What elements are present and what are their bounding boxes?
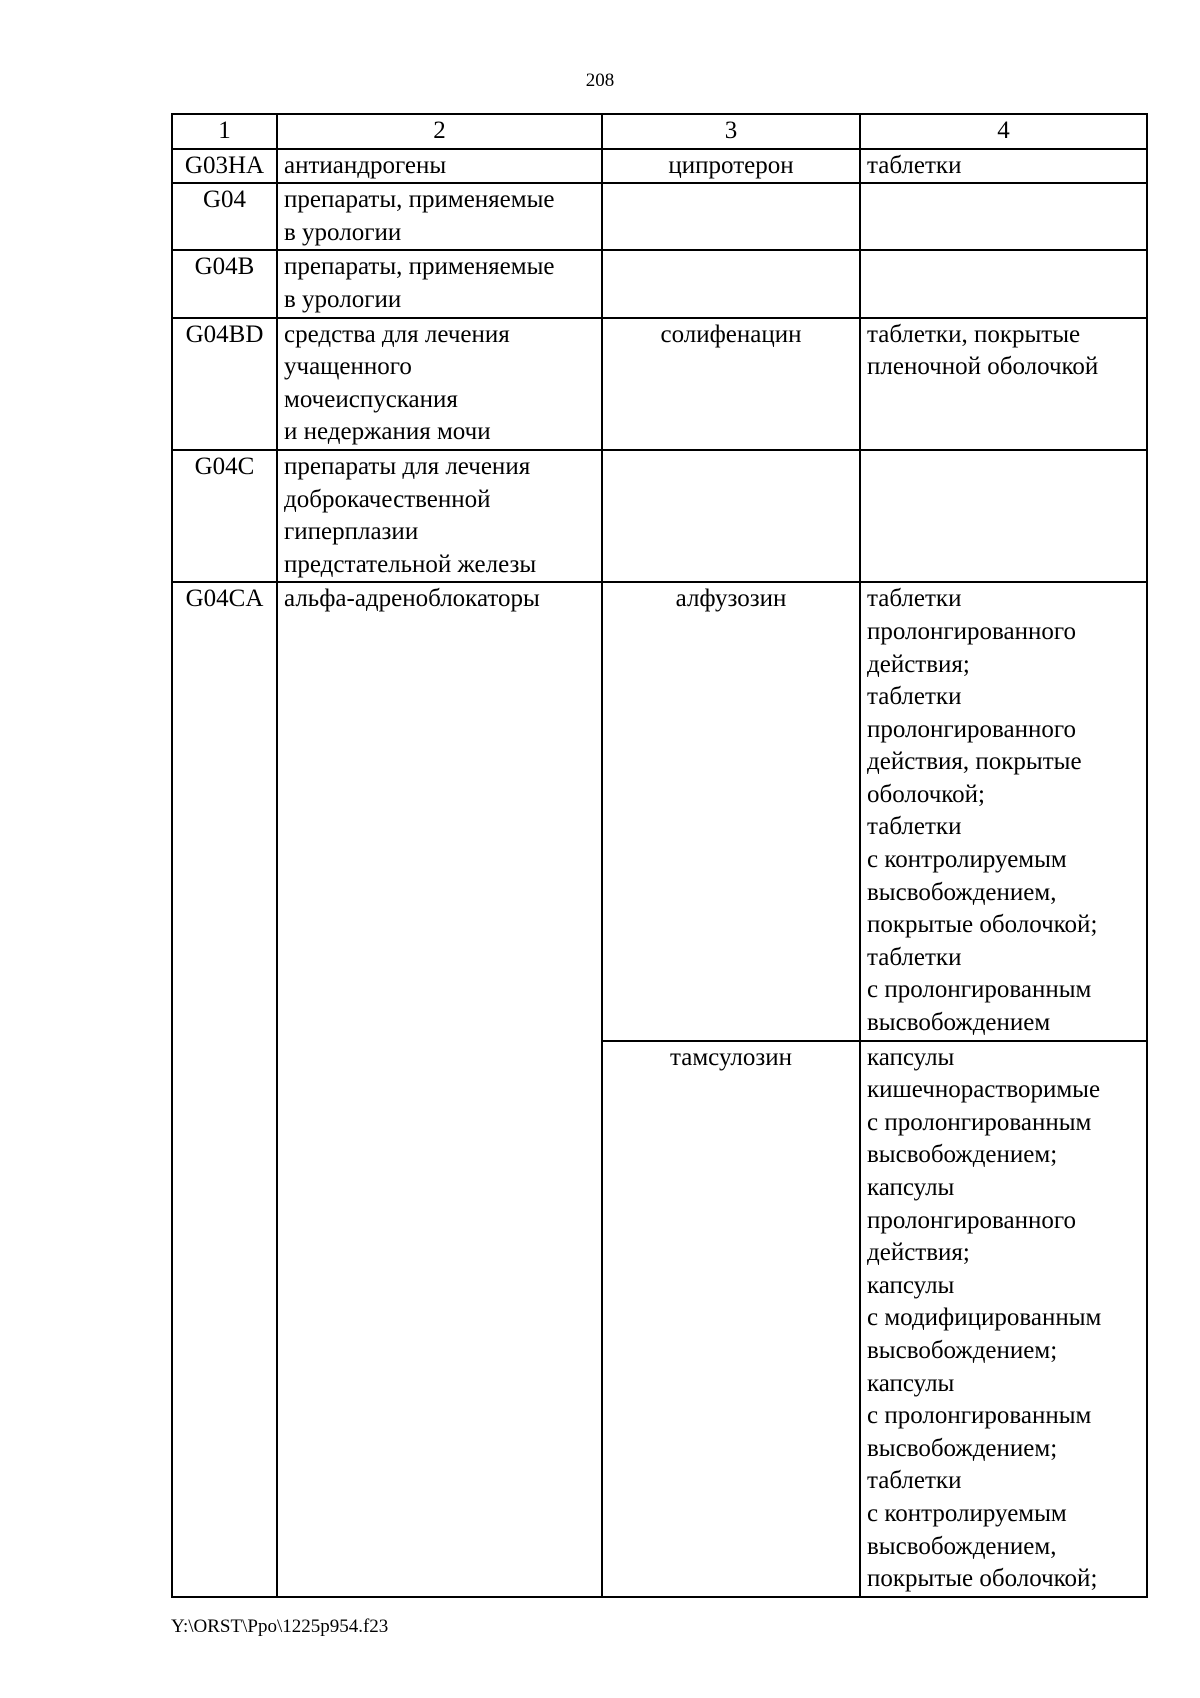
pharmacological-group: препараты, применяемые в урологии	[277, 250, 602, 317]
dosage-form: таблетки	[860, 149, 1147, 184]
atc-code: G04B	[172, 250, 277, 317]
dosage-form	[860, 450, 1147, 582]
table-row	[172, 450, 1147, 582]
drug-name	[602, 183, 860, 250]
column-number-3: 3	[602, 114, 860, 149]
column-number-4: 4	[860, 114, 1147, 149]
table-row	[172, 149, 1147, 184]
atc-code: G04	[172, 183, 277, 250]
dosage-form: таблетки, покрытые пленочной оболочкой	[860, 318, 1147, 450]
drug-name: солифенацин	[602, 318, 860, 450]
table-header-row	[172, 114, 1147, 149]
atc-code: G04BD	[172, 318, 277, 450]
dosage-form	[860, 250, 1147, 317]
dosage-form: капсулы кишечнорастворимые с пролонгированным высвобождением; капсулы пролонгированного действия; капсулы с модифицированным высвобождением; капсулы с пролонгированным высвобождением; таблетки с контролируемым высвобождением, покрытые оболочкой;	[860, 1041, 1147, 1597]
pharmacological-group: альфа-адреноблокаторы	[277, 582, 602, 1596]
table-row	[172, 183, 1147, 250]
page-number: 208	[585, 70, 615, 91]
file-path: Y:\ORST\Ppo\1225p954.f23	[171, 1616, 389, 1637]
atc-code: G04CA	[172, 582, 277, 1596]
dosage-form	[860, 183, 1147, 250]
drug-name: ципротерон	[602, 149, 860, 184]
column-number-1: 1	[172, 114, 277, 149]
pharmacological-group: препараты для лечения доброкачественной гиперплазии предстательной железы	[277, 450, 602, 582]
table-row	[172, 250, 1147, 317]
drug-classification-table	[171, 113, 1148, 1598]
column-number-2: 2	[277, 114, 602, 149]
drug-name: алфузозин	[602, 582, 860, 1040]
table-row	[172, 582, 1147, 1040]
pharmacological-group: антиандрогены	[277, 149, 602, 184]
atc-code: G04C	[172, 450, 277, 582]
dosage-form: таблетки пролонгированного действия; таблетки пролонгированного действия, покрытые оболочкой; таблетки с контролируемым высвобождением, покрытые оболочкой; таблетки с пролонгированным высвобождением	[860, 582, 1147, 1040]
pharmacological-group: препараты, применяемые в урологии	[277, 183, 602, 250]
drug-name	[602, 450, 860, 582]
atc-code: G03HA	[172, 149, 277, 184]
drug-name: тамсулозин	[602, 1041, 860, 1597]
table-row	[172, 318, 1147, 450]
pharmacological-group: средства для лечения учащенного мочеиспускания и недержания мочи	[277, 318, 602, 450]
drug-name	[602, 250, 860, 317]
